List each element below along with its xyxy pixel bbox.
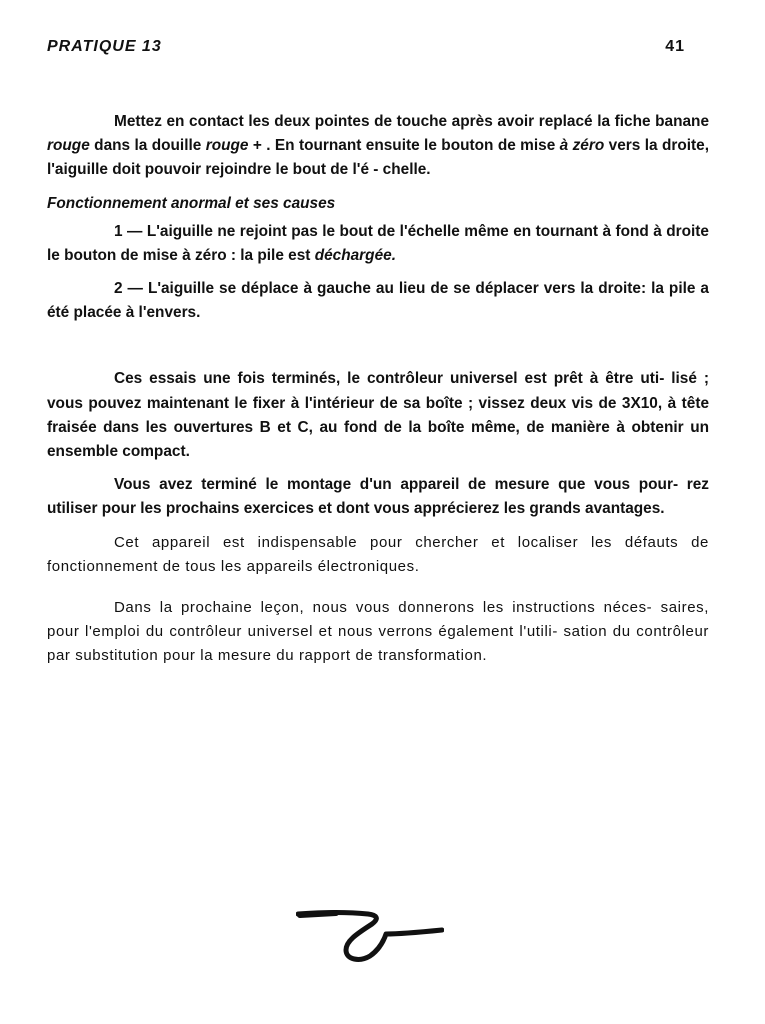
page-header: [47, 38, 685, 62]
section-subheading: Fonctionnement anormal et ses causes: [47, 194, 336, 212]
emphasis-rouge: rouge: [47, 137, 90, 155]
paragraph-fault-2: 2 — L'aiguille se déplace à gauche au lieu de se déplacer vers la droite: la pile a été placée à l'envers.: [47, 280, 709, 322]
emphasis-rouge: rouge: [205, 137, 249, 155]
paragraph-text: + . En tournant ensuite le bouton de mise: [248, 137, 560, 155]
paragraph-contact-test: [47, 110, 709, 183]
paragraph-assembly-finished: Vous avez terminé le montage d'un appareil de mesure que vous pour- rez utiliser pour les prochains exercices et dont vous apprécierez les grands avantages.: [47, 476, 709, 518]
handwritten-end-mark-icon: [296, 902, 444, 966]
page-body: [47, 110, 709, 669]
paragraph-next-lesson: Dans la prochaine leçon, nous vous donnerons les instructions néces- saires, pour l'emploi du contrôleur universel et nous verrons également l'utili- sation du contrôleur par substitution pour la mesure du rapport de transformation.: [47, 599, 709, 665]
running-title: PRATIQUE 13: [47, 38, 162, 55]
paragraph-text: vers la droite, l'aiguille doit pouvoir rejoindre le bout de l'é - chelle.: [47, 137, 709, 179]
paragraph-text: Mettez en contact les deux pointes de touche après avoir replacé la fiche banane: [114, 113, 709, 130]
paragraph-tests-done: Ces essais une fois terminés, le contrôleur universel est prêt à être uti- lisé ; vous pouvez maintenant le fixer à l'intérieur de sa boîte ; vissez deux vis de 3X10, à tête fraisée dans les ouvertures B et C, au fond de la boîte même, de manière à obtenir un ensemble compact.: [47, 370, 709, 461]
page-number: 41: [665, 38, 685, 55]
paragraph-text: dans la douille: [89, 137, 206, 155]
emphasis-a-zero: à zéro: [559, 137, 605, 155]
emphasis-dechargee: déchargée.: [314, 246, 396, 264]
paragraph-fault-1: [47, 220, 709, 268]
paragraph-device-usage: Cet appareil est indispensable pour chercher et localiser les défauts de fonctionnement de tous les appareils électroniques.: [47, 533, 709, 575]
paragraph-text: 1 — L'aiguille ne rejoint pas le bout de l'échelle même en tournant à fond à droite le bouton de mise à zéro : la pile est: [47, 222, 709, 264]
